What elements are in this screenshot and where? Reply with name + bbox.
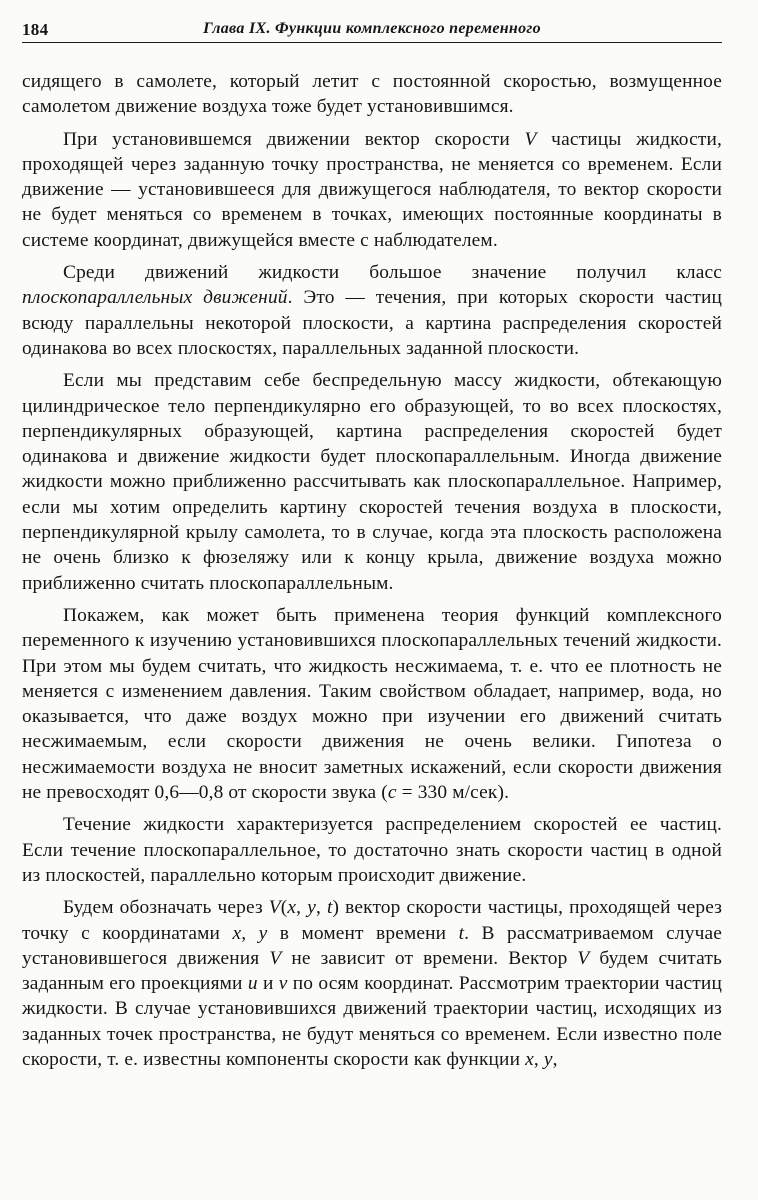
text-run: и: [257, 973, 279, 995]
math-symbol: y: [258, 922, 268, 944]
text-run: = 330 м/сек).: [396, 782, 510, 804]
text-run: Среди движений жидкости большое значение получил класс: [63, 262, 722, 284]
math-symbol: v: [278, 973, 288, 995]
text-run: не зависит от времени. Вектор: [281, 947, 578, 969]
page-body: [22, 69, 722, 1072]
paragraph: [22, 895, 722, 1072]
math-symbol: V: [269, 947, 282, 969]
text-run: Течение жидкости характеризуется распределением скоростей ее частиц. Если течение плоскопараллельное, то достаточно знать скорости частиц в одной из плоскостей, параллельно которым происходит движение.: [22, 814, 722, 886]
text-run: . В рассматриваемом случае установившегося движения: [22, 922, 722, 969]
math-symbol: t: [327, 897, 333, 919]
math-symbol: x: [287, 897, 297, 919]
math-symbol: y: [307, 897, 316, 919]
text-run: ,: [533, 1048, 544, 1070]
paragraph: [22, 603, 722, 805]
math-symbol: V: [577, 947, 590, 969]
math-symbol: V: [268, 897, 281, 919]
text-run: по осям координат. Рассмотрим траектории частиц жидкости. В случае установившихся движений траектории частиц, исходящих из заданных точек пространства, не будут меняться со временем. Если известно поле скорости, т. е. известны компоненты скорости как функции: [22, 973, 722, 1070]
text-run: частицы жидкости, проходящей через заданную точку пространства, не меняется со временем. Если движение — установившееся для движущегося наблюдателя, то вектор скорости не будет меняться со временем в точках, имеющих постоянные координаты в системе координат, движущейся вместе с наблюдателем.: [22, 128, 722, 251]
paragraph: [22, 812, 722, 888]
math-symbol: u: [247, 973, 258, 995]
text-run: будем считать заданным его проекциями: [22, 947, 723, 995]
text-run: ,: [296, 897, 308, 919]
text-run: Покажем, как может быть применена теория функций комплексного переменного к изучению установившихся плоскопараллельных течений жидкости. При этом мы будем считать, что жидкость несжимаема, т. е. что ее плотность не меняется с изменением давления. Таким свойством обладает, например, вода, но оказывается, что даже воздух можно при изучении его движений считать несжимаемым, если скорости движения не очень велики. Гипотеза о несжимаемости воздуха не вносит заметных искажений, если скорости движения не превосходят 0,6—0,8 от скорости звука (: [22, 604, 722, 804]
text-run: ,: [552, 1048, 558, 1070]
math-symbol: c: [387, 782, 397, 804]
math-symbol: V: [524, 128, 537, 150]
math-symbol: x: [525, 1048, 534, 1070]
text-run: ,: [241, 922, 259, 944]
paragraph: [22, 69, 722, 120]
page-number: 184: [22, 20, 49, 39]
text-run: . Это — течения, при которых скорости частиц всюду параллельны некоторой плоскости, а картина распределения скоростей одинакова во всех плоскостях, параллельных заданной плоскости.: [22, 287, 722, 359]
page-header: [22, 12, 722, 43]
running-title: Глава IX. Функции комплексного переменного: [203, 20, 541, 37]
text-run: При установившемся движении вектор скорости: [63, 128, 525, 150]
text-run: Будем обозначать через: [63, 897, 269, 919]
text-run: (: [280, 897, 288, 919]
paragraph: [22, 368, 722, 596]
text-run: ,: [315, 897, 327, 919]
text-run: Если мы представим себе беспредельную массу жидкости, обтекающую цилиндрическое тело перпендикулярно его образующей, то во всех плоскостях, перпендикулярных образующей, картина распределения скоростей будет одинакова и движение жидкости будет плоскопараллельным. Иногда движение жидкости можно приближенно рассчитывать как плоскопараллельное. Например, если мы хотим определить картину скоростей течения воздуха в плоскости, перпендикулярной крылу самолета, то в случае, когда эта плоскость расположена не очень близко к фюзеляжу или к концу крыла, движение воздуха можно приближенно считать плоскопараллельным.: [22, 370, 722, 594]
text-run: в момент времени: [267, 922, 459, 944]
text-run: ) вектор скорости частицы, проходящей через точку с координатами: [22, 897, 723, 944]
math-symbol: t: [458, 922, 465, 944]
book-page: [22, 12, 722, 1188]
math-symbol: плоскопараллельных движений: [22, 287, 288, 309]
paragraph: [22, 127, 722, 253]
math-symbol: x: [232, 922, 242, 944]
paragraph: [22, 260, 722, 361]
math-symbol: y: [543, 1048, 553, 1070]
text-run: сидящего в самолете, который летит с постоянной скоростью, возмущенное самолетом движение воздуха тоже будет установившимся.: [22, 71, 722, 118]
